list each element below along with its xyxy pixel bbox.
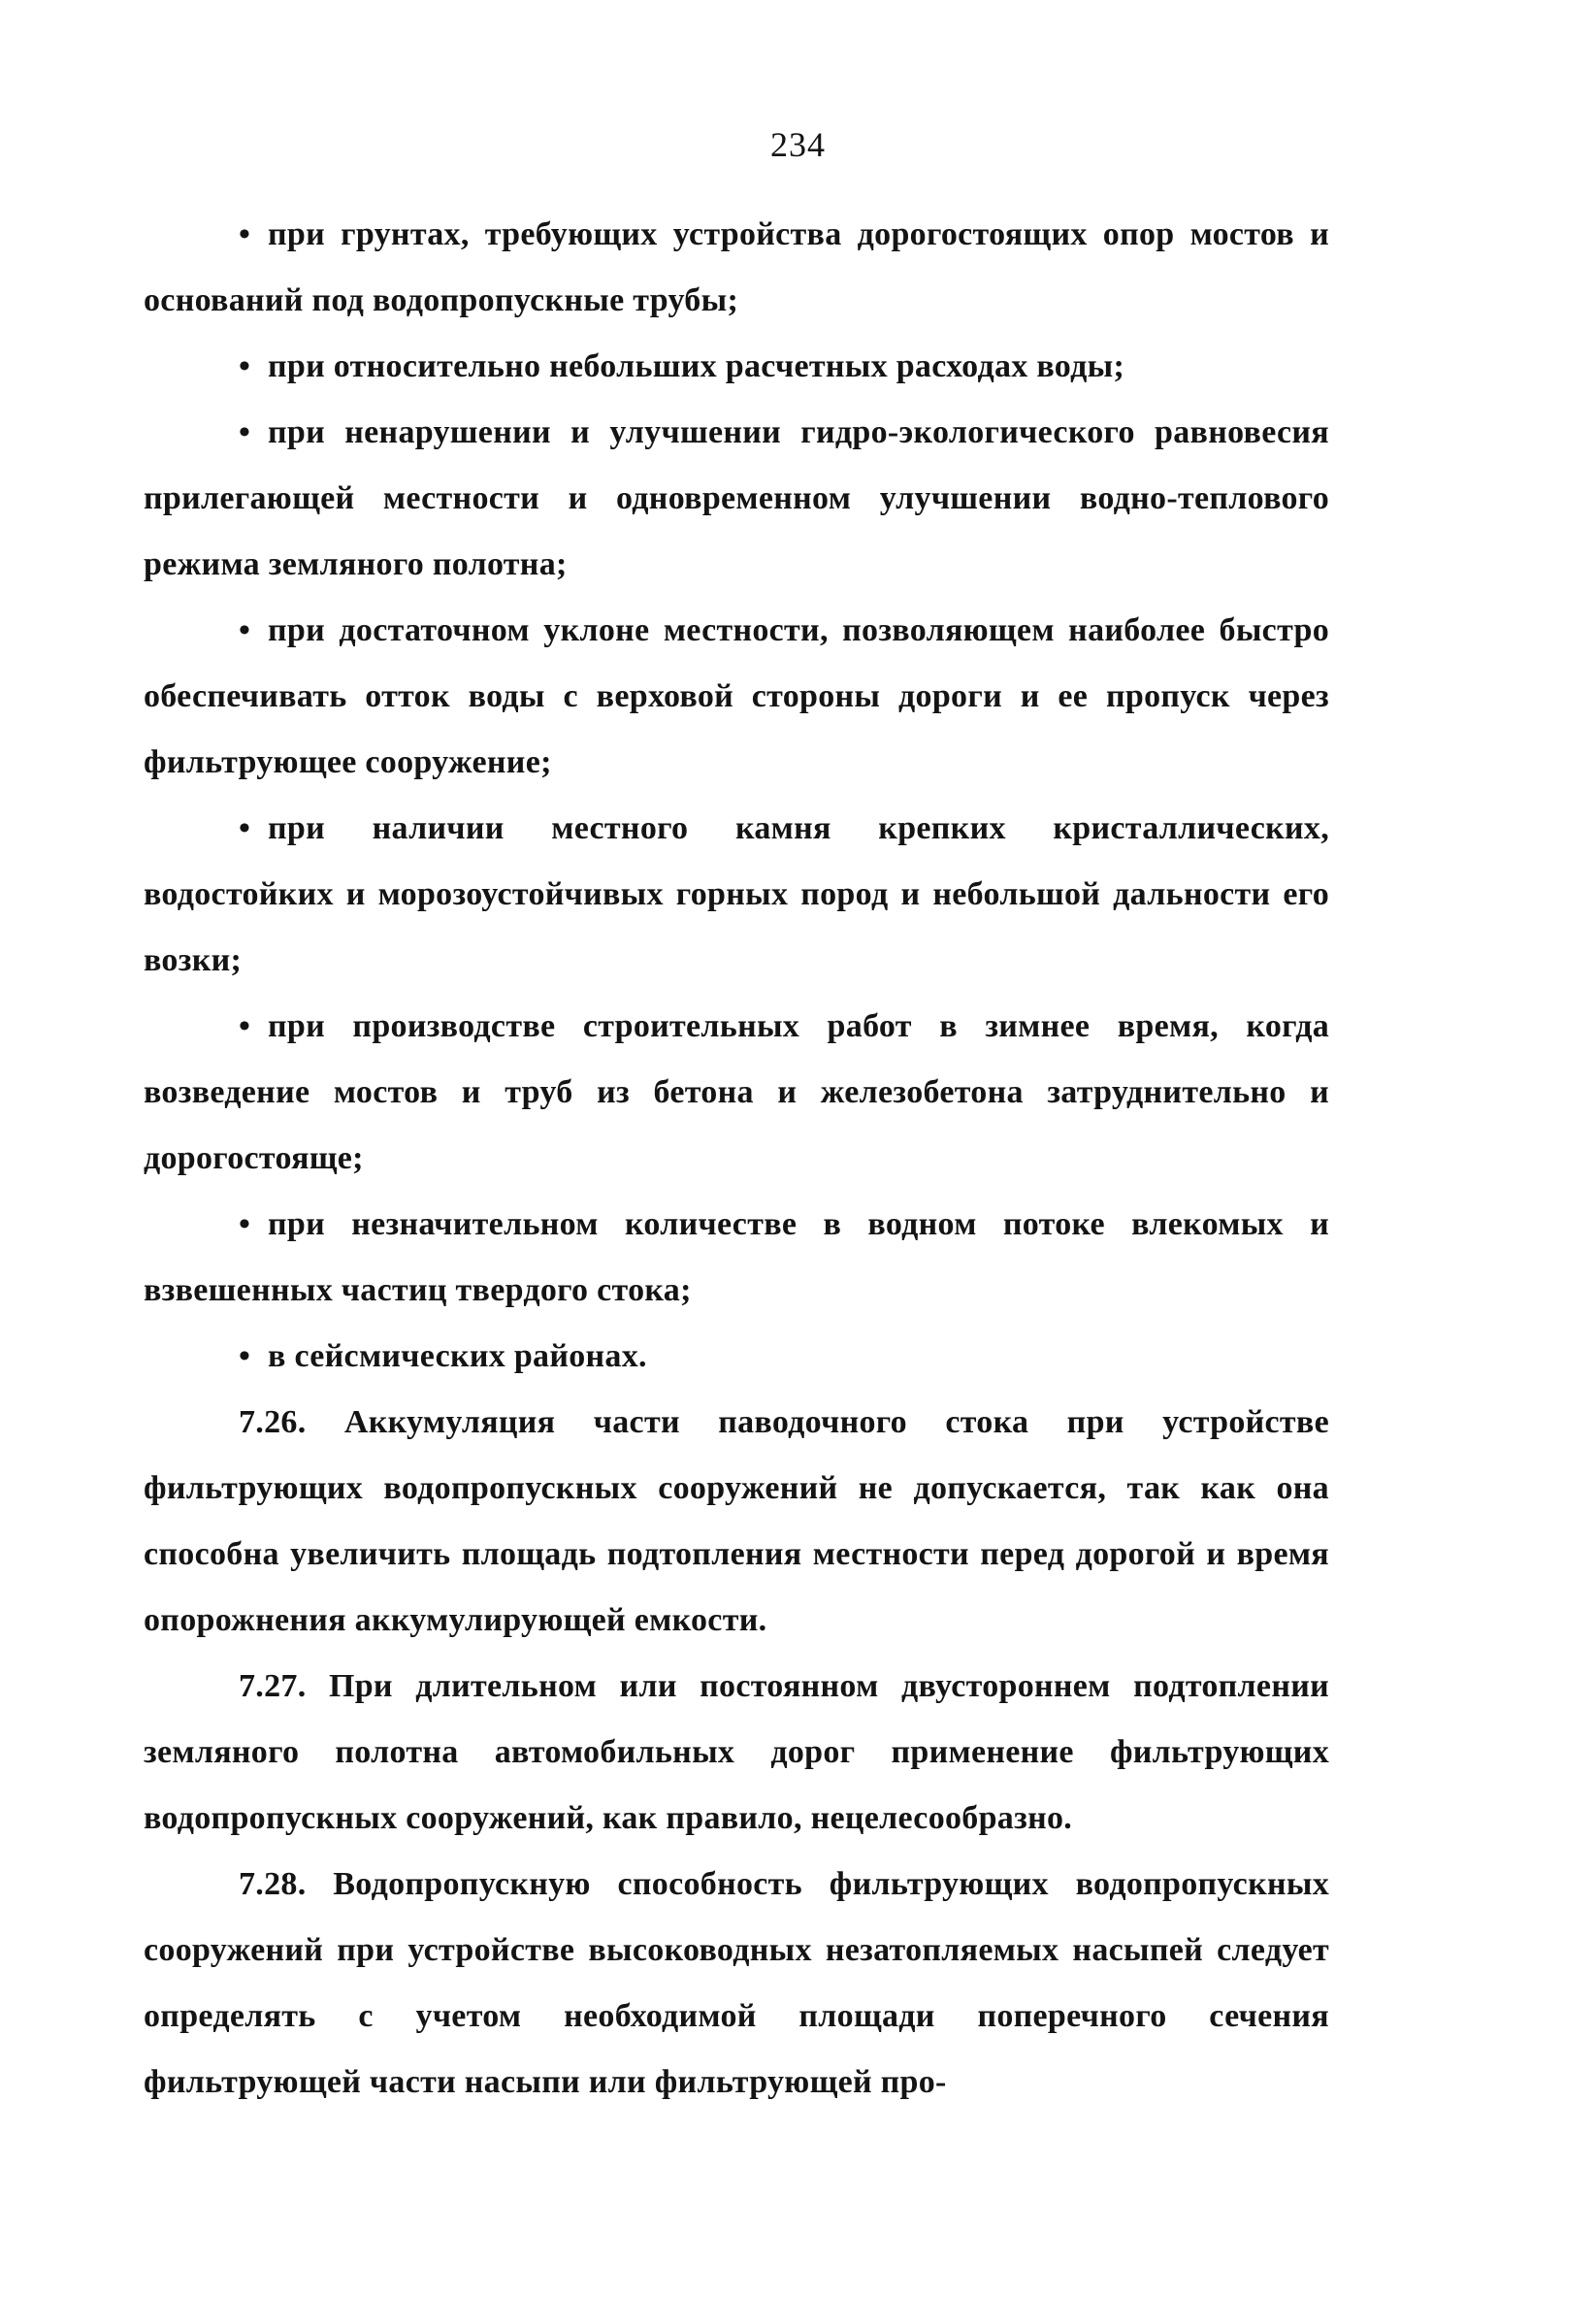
bullet-text: при производстве строительных работ в зимнее время, когда возведение мостов и труб из бетона и железобетона затруднительно и дорогостояще; (144, 1008, 1329, 1176)
section-paragraph-7-28: 7.28. Водопропускную способность фильтрующих водопропускных сооружений при устройстве высоководных незатопляемых насыпей следует определять с учетом необходимой площади поперечного сечения фильтрующей части насыпи или фильтрующей про- (144, 1866, 1329, 2100)
bullet-item (144, 1324, 1329, 1390)
bullet-item (144, 796, 1329, 994)
bullet-text: в сейсмических районах. (268, 1338, 647, 1374)
bullet-icon: • (239, 348, 251, 384)
bullet-item (144, 1192, 1329, 1324)
bullet-text: при наличии местного камня крепких кристаллических, водостойких и морозоустойчивых горных пород и небольшой дальности его возки; (144, 810, 1329, 978)
page-number: 234 (770, 125, 826, 164)
bullet-text: при относительно небольших расчетных расходах воды; (268, 348, 1125, 384)
bullet-icon: • (239, 1008, 251, 1044)
bullet-item (144, 202, 1329, 334)
section-paragraph-7-27: 7.27. При длительном или постоянном двустороннем подтоплении земляного полотна автомобильных дорог применение фильтрующих водопропускных сооружений, как правило, нецелесообразно. (144, 1668, 1329, 1836)
bullet-text: при незначительном количестве в водном потоке влекомых и взвешенных частиц твердого стока; (144, 1206, 1329, 1308)
bullet-icon: • (239, 1338, 251, 1374)
bullet-text: при ненарушении и улучшении гидро-экологического равновесия прилегающей местности и одновременном улучшении водно-теплового режима земляного полотна; (144, 414, 1329, 582)
bullet-item (144, 598, 1329, 796)
bullet-text: при грунтах, требующих устройства дорогостоящих опор мостов и оснований под водопропускные трубы; (144, 216, 1329, 318)
bullet-item (144, 994, 1329, 1192)
bullet-icon: • (239, 1206, 251, 1242)
bullet-text: при достаточном уклоне местности, позволяющем наиболее быстро обеспечивать отток воды с верховой стороны дороги и ее пропуск через фильтрующее сооружение; (144, 612, 1329, 780)
bullet-item (144, 400, 1329, 598)
bullet-icon: • (239, 216, 251, 252)
bullet-item (144, 334, 1329, 400)
section-paragraph-7-26: 7.26. Аккумуляция части паводочного стока при устройстве фильтрующих водопропускных сооружений не допускается, так как она способна увеличить площадь подтопления местности перед дорогой и время опорожнения аккумулирующей емкости. (144, 1404, 1329, 1638)
bullet-icon: • (239, 612, 251, 648)
bullet-icon: • (239, 414, 251, 450)
body-text (144, 202, 1329, 2116)
bullet-icon: • (239, 810, 251, 846)
